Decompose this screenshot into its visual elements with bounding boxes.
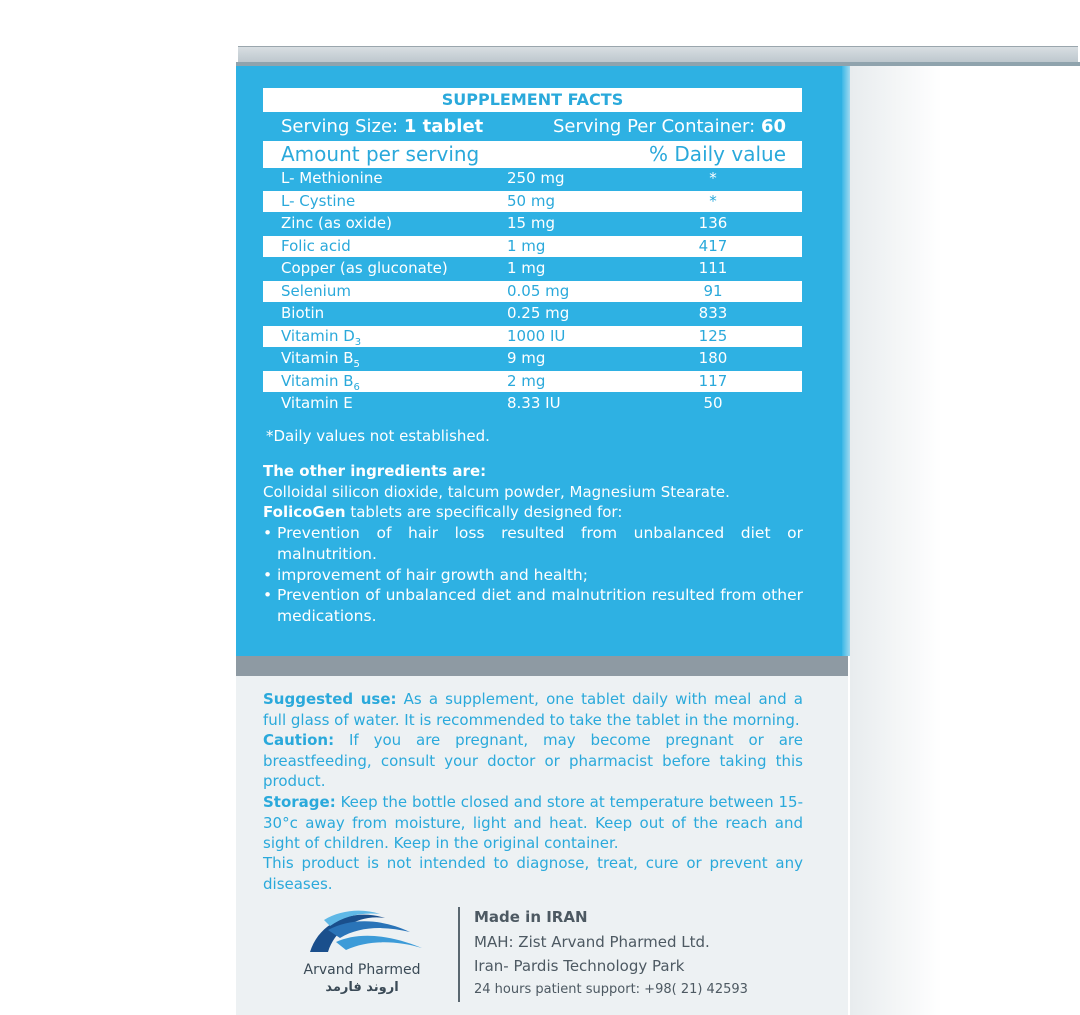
nutrient-name: L- Cystine (281, 191, 356, 210)
nutrient-daily-value: 180 (698, 349, 728, 367)
table-row (263, 348, 802, 369)
serving-per-container (553, 113, 786, 141)
table-row (263, 168, 802, 189)
nutrient-name: Selenium (281, 281, 351, 300)
caution-label: Caution: (263, 731, 335, 749)
nutrient-amount: 1 mg (507, 236, 546, 255)
disclaimer: This product is not intended to diagnose, treat, cure or prevent any diseases. (263, 854, 803, 893)
nutrient-daily-value: 417 (698, 236, 728, 255)
arvand-pharmed-logo-icon (300, 900, 430, 960)
table-row (263, 281, 802, 302)
serving-size-label: Serving Size: (281, 116, 399, 137)
list-item: • Prevention of unbalanced diet and malnutrition resulted from other medications. (263, 586, 803, 625)
nutrient-amount: 2 mg (507, 371, 546, 390)
nutrient-name: Folic acid (281, 236, 351, 255)
list-item: • Prevention of hair loss resulted from unbalanced diet or malnutrition. (263, 524, 803, 563)
nutrient-amount: 50 mg (507, 191, 555, 210)
serving-per-label: Serving Per Container: (552, 116, 756, 137)
nutrient-name: Vitamin $B_6$ (281, 371, 360, 393)
nutrient-amount: 1 mg (507, 259, 546, 277)
nutrient-name: Vitamin $D_3$ (281, 326, 362, 348)
nutrient-daily-value: * (709, 191, 717, 210)
nutrient-name: Copper (as gluconate) (281, 259, 448, 277)
storage (263, 792, 803, 854)
support-line: 24 hours patient support: +98( 21) 42593 (474, 982, 748, 997)
address-line: Iran- Pardis Technology Park (474, 957, 685, 975)
bullet-text: Prevention of hair loss resulted from unbalanced diet or malnutrition. (277, 524, 803, 563)
nutrient-name: Biotin (281, 304, 325, 322)
table-row (263, 371, 802, 392)
table-header (263, 141, 802, 168)
table-row (263, 326, 802, 347)
logo-name: Arvand Pharmed (303, 962, 421, 978)
storage-text: Keep the bottle closed and store at temperature between 15-30°c away from moisture, light and heat. Keep out of the reach and sight of children. Keep in the original container. (263, 793, 803, 852)
daily-values-note: *Daily values not established. (266, 427, 490, 445)
storage-label: Storage: (263, 793, 336, 811)
logo-name-farsi: اروند فارمد (325, 980, 399, 995)
nutrient-daily-value: 111 (698, 259, 728, 277)
brand-name: FolicoGen (263, 503, 346, 521)
designed-for-text: tablets are specifically designed for: (345, 503, 623, 521)
nutrient-amount: 15 mg (507, 214, 555, 232)
nutrient-amount: 8.33 IU (507, 394, 561, 412)
nutrient-daily-value: 91 (703, 281, 723, 300)
nutrient-name: Vitamin $B_5$ (281, 349, 360, 370)
panel-edge (842, 66, 850, 656)
designed-for-line (263, 503, 622, 521)
bullet-text: Prevention of unbalanced diet and malnutrition resulted from other medications. (277, 586, 803, 625)
suggested-use-text: As a supplement, one tablet daily with meal and a full glass of water. It is recommended to take the tablet in the morning. (263, 690, 804, 729)
nutrient-daily-value: 833 (698, 304, 728, 322)
amount-header: Amount per serving (281, 142, 480, 166)
table-row (263, 191, 802, 212)
nutrient-amount: 250 mg (507, 169, 565, 187)
nutrient-amount: 0.25 mg (507, 304, 570, 322)
box-side-face (850, 66, 1080, 1015)
caution (263, 730, 803, 792)
other-ingredients-heading: The other ingredients are: (263, 462, 487, 480)
facts-title: SUPPLEMENT FACTS (263, 88, 802, 112)
nutrient-daily-value: 125 (698, 326, 728, 345)
nutrient-amount: 1000 IU (507, 326, 566, 345)
serving-per-value: 60 (760, 116, 786, 137)
nutrient-name: L- Methionine (281, 169, 383, 187)
nutrient-daily-value: * (709, 169, 717, 187)
nutrient-name: Vitamin E (281, 394, 353, 412)
suggested-use (263, 689, 803, 730)
suggested-use-label: Suggested use: (263, 690, 397, 708)
serving-size-value: 1 tablet (403, 116, 484, 137)
nutrient-daily-value: 117 (698, 371, 728, 390)
nutrient-amount: 0.05 mg (507, 281, 570, 300)
other-ingredients-text: Colloidal silicon dioxide, talcum powder, Magnesium Stearate. (263, 483, 730, 501)
serving-size (281, 113, 483, 141)
nutrient-name: Zinc (as oxide) (281, 214, 392, 232)
nutrient-daily-value: 136 (698, 214, 728, 232)
table-row (263, 236, 802, 257)
table-row (263, 213, 802, 234)
serving-line (263, 113, 802, 141)
caution-text: If you are pregnant, may become pregnant or are breastfeeding, consult your doctor or pharmacist before taking this product. (263, 731, 803, 790)
footer-divider (458, 907, 460, 1002)
table-row (263, 303, 802, 324)
daily-value-header: % Daily value (649, 142, 786, 166)
table-row (263, 393, 802, 414)
nutrient-daily-value: 50 (703, 394, 723, 412)
nutrient-amount: 9 mg (507, 349, 546, 367)
table-row (263, 258, 802, 279)
list-item: • improvement of hair growth and health; (263, 565, 803, 586)
grey-divider-band (236, 656, 848, 676)
mah-line: MAH: Zist Arvand Pharmed Ltd. (474, 933, 710, 951)
made-in: Made in IRAN (474, 908, 588, 926)
bullet-text: improvement of hair growth and health; (277, 566, 588, 584)
